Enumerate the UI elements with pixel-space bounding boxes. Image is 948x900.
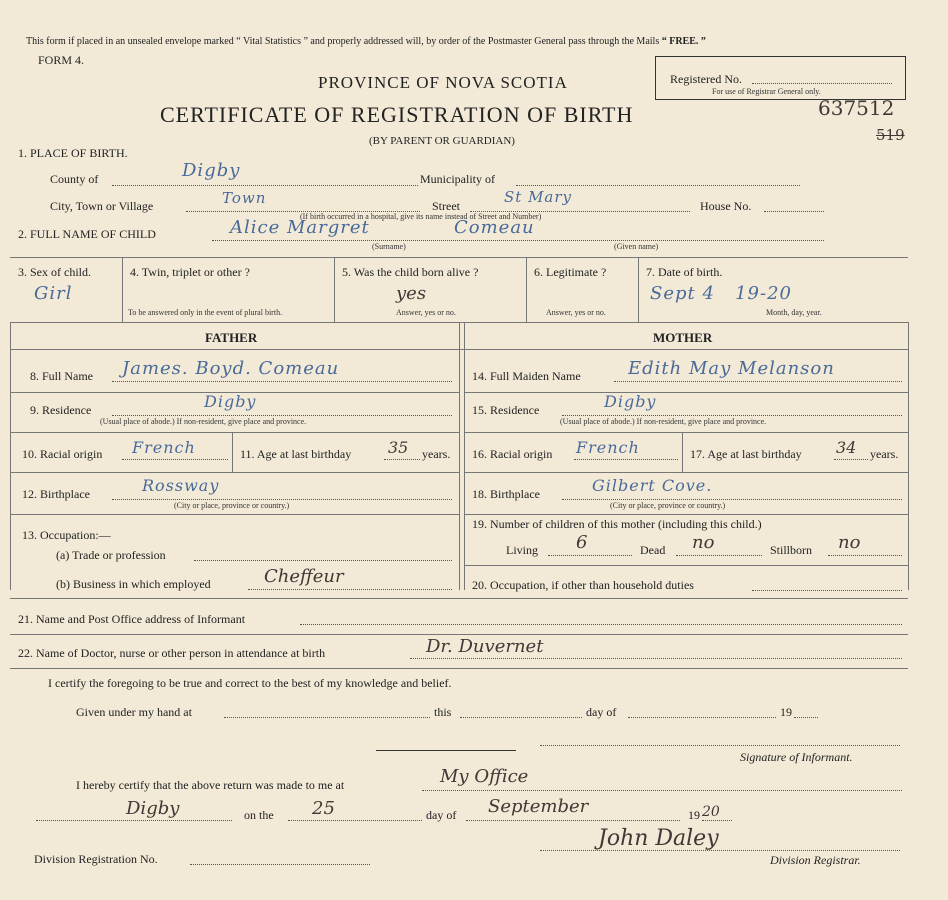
house-label: House No. xyxy=(700,199,752,213)
child-name-label: 2. FULL NAME OF CHILD xyxy=(18,227,156,241)
informant-label: 21. Name and Post Office address of Informant xyxy=(18,612,246,626)
division-number-label: Division Registration No. xyxy=(34,852,158,866)
father-residence-label: 9. Residence xyxy=(30,403,92,417)
alive-label: 5. Was the child born alive ? xyxy=(342,265,479,279)
alive-value: yes xyxy=(396,283,427,304)
doctor-label: 22. Name of Doctor, nurse or other person in attendance at birth xyxy=(18,646,326,660)
father-heading: FATHER xyxy=(205,330,258,345)
dob-note: Month, day, year. xyxy=(766,308,822,317)
registered-box xyxy=(655,56,906,100)
informant-signature-label: Signature of Informant. xyxy=(740,750,853,764)
struck-number: 519 xyxy=(876,126,905,144)
registrar-year: 20 xyxy=(702,804,720,820)
father-race-label: 10. Racial origin xyxy=(22,447,103,461)
sex-label: 3. Sex of child. xyxy=(18,265,91,279)
county-label: County of xyxy=(50,172,99,186)
twin-label: 4. Twin, triplet or other ? xyxy=(130,265,250,279)
father-name: James. Boyd. Comeau xyxy=(122,358,340,379)
dob-value: Sept 4 19-20 xyxy=(650,283,792,304)
county-value: Digby xyxy=(182,160,241,181)
day-of-label: day of xyxy=(586,705,617,719)
doctor-value: Dr. Duvernet xyxy=(426,636,544,657)
father-business: Cheffeur xyxy=(264,566,344,587)
mother-name-label: 14. Full Maiden Name xyxy=(472,369,581,383)
stillborn-value: no xyxy=(838,532,861,553)
mother-residence: Digby xyxy=(604,392,657,411)
father-birthplace-label: 12. Birthplace xyxy=(22,487,90,501)
living-value: 6 xyxy=(576,532,588,553)
street-value: St Mary xyxy=(504,188,573,206)
city-value: Town xyxy=(222,189,267,207)
registrar-use-note: For use of Registrar General only. xyxy=(712,87,821,96)
business-label: (b) Business in which employed xyxy=(56,577,211,591)
municipality-label: Municipality of xyxy=(420,172,495,186)
registrar-day: 25 xyxy=(312,798,335,819)
place-of-birth-label: 1. PLACE OF BIRTH. xyxy=(18,146,128,160)
form-number: FORM 4. xyxy=(38,53,85,67)
registered-label: Registered No. xyxy=(670,72,742,86)
year-label: 19 xyxy=(780,705,792,719)
trade-label: (a) Trade or profession xyxy=(56,548,166,562)
this-label: this xyxy=(434,705,452,719)
certificate-subtitle: (BY PARENT OR GUARDIAN) xyxy=(369,135,515,147)
father-age: 35 xyxy=(388,438,409,457)
father-birthplace-note: (City or place, province or country.) xyxy=(174,501,290,510)
father-residence: Digby xyxy=(204,392,257,411)
mail-notice: This form if placed in an unsealed envelope marked “ Vital Statistics ” and properly addressed will, by order of the Postmaster General pass through the Mails “ FREE. ” xyxy=(26,36,706,47)
hospital-note: (If birth occurred in a hospital, give its name instead of Street and Number) xyxy=(300,212,542,221)
mother-age: 34 xyxy=(836,438,857,457)
registrar-signature: John Daley xyxy=(598,826,719,851)
father-age-label: 11. Age at last birthday xyxy=(240,447,352,461)
mother-occupation-label: 20. Occupation, if other than household duties xyxy=(472,578,694,592)
registrar-month: September xyxy=(488,796,589,817)
registrar-office: My Office xyxy=(440,766,529,787)
child-given-name: Alice Margret xyxy=(230,217,370,238)
mother-residence-label: 15. Residence xyxy=(472,403,540,417)
dead-label: Dead xyxy=(640,543,666,557)
father-race: French xyxy=(132,438,196,457)
on-the-label: on the xyxy=(244,808,274,822)
registration-stamp: 637512 xyxy=(818,96,895,120)
stillborn-label: Stillborn xyxy=(770,543,813,557)
given-name-note: (Given name) xyxy=(614,242,659,251)
father-birthplace: Rossway xyxy=(142,476,220,495)
legitimate-label: 6. Legitimate ? xyxy=(534,265,607,279)
living-label: Living xyxy=(506,543,538,557)
registrar-certify: I hereby certify that the above return was made to me at xyxy=(76,778,345,792)
mother-residence-note: (Usual place of abode.) If non-resident, give place and province. xyxy=(560,417,767,426)
mother-years: years. xyxy=(870,447,899,461)
twin-note: To be answered only in the event of plural birth. xyxy=(128,308,283,317)
child-surname: Comeau xyxy=(454,217,535,238)
father-occupation-label: 13. Occupation:— xyxy=(22,528,111,542)
registrar-day-of-label: day of xyxy=(426,808,457,822)
dead-value: no xyxy=(692,532,715,553)
mother-name: Edith May Melanson xyxy=(628,358,835,379)
given-under-label: Given under my hand at xyxy=(76,705,192,719)
dob-label: 7. Date of birth. xyxy=(646,265,723,279)
certify-statement: I certify the foregoing to be true and correct to the best of my knowledge and belief. xyxy=(48,676,452,690)
children-label: 19. Number of children of this mother (including this child.) xyxy=(472,517,762,531)
registrar-year-prefix: 19 xyxy=(688,808,700,822)
alive-note: Answer, yes or no. xyxy=(396,308,456,317)
mother-heading: MOTHER xyxy=(653,330,713,345)
certificate-title: CERTIFICATE OF REGISTRATION OF BIRTH xyxy=(160,102,634,127)
mother-birthplace-note: (City or place, province or country.) xyxy=(610,501,726,510)
mother-birthplace: Gilbert Cove. xyxy=(592,476,713,495)
registrar-place: Digby xyxy=(126,798,180,819)
mother-race-label: 16. Racial origin xyxy=(472,447,553,461)
street-label: Street xyxy=(432,199,460,213)
registrar-signature-label: Division Registrar. xyxy=(770,853,861,867)
mother-birthplace-label: 18. Birthplace xyxy=(472,487,540,501)
legitimate-note: Answer, yes or no. xyxy=(546,308,606,317)
mother-race: French xyxy=(576,438,640,457)
father-years: years. xyxy=(422,447,451,461)
city-label: City, Town or Village xyxy=(50,199,154,213)
father-name-label: 8. Full Name xyxy=(30,369,93,383)
surname-note: (Surname) xyxy=(372,242,406,251)
mother-age-label: 17. Age at last birthday xyxy=(690,447,802,461)
sex-value: Girl xyxy=(34,283,73,304)
province-title: PROVINCE OF NOVA SCOTIA xyxy=(318,73,568,92)
father-residence-note: (Usual place of abode.) If non-resident, give place and province. xyxy=(100,417,307,426)
